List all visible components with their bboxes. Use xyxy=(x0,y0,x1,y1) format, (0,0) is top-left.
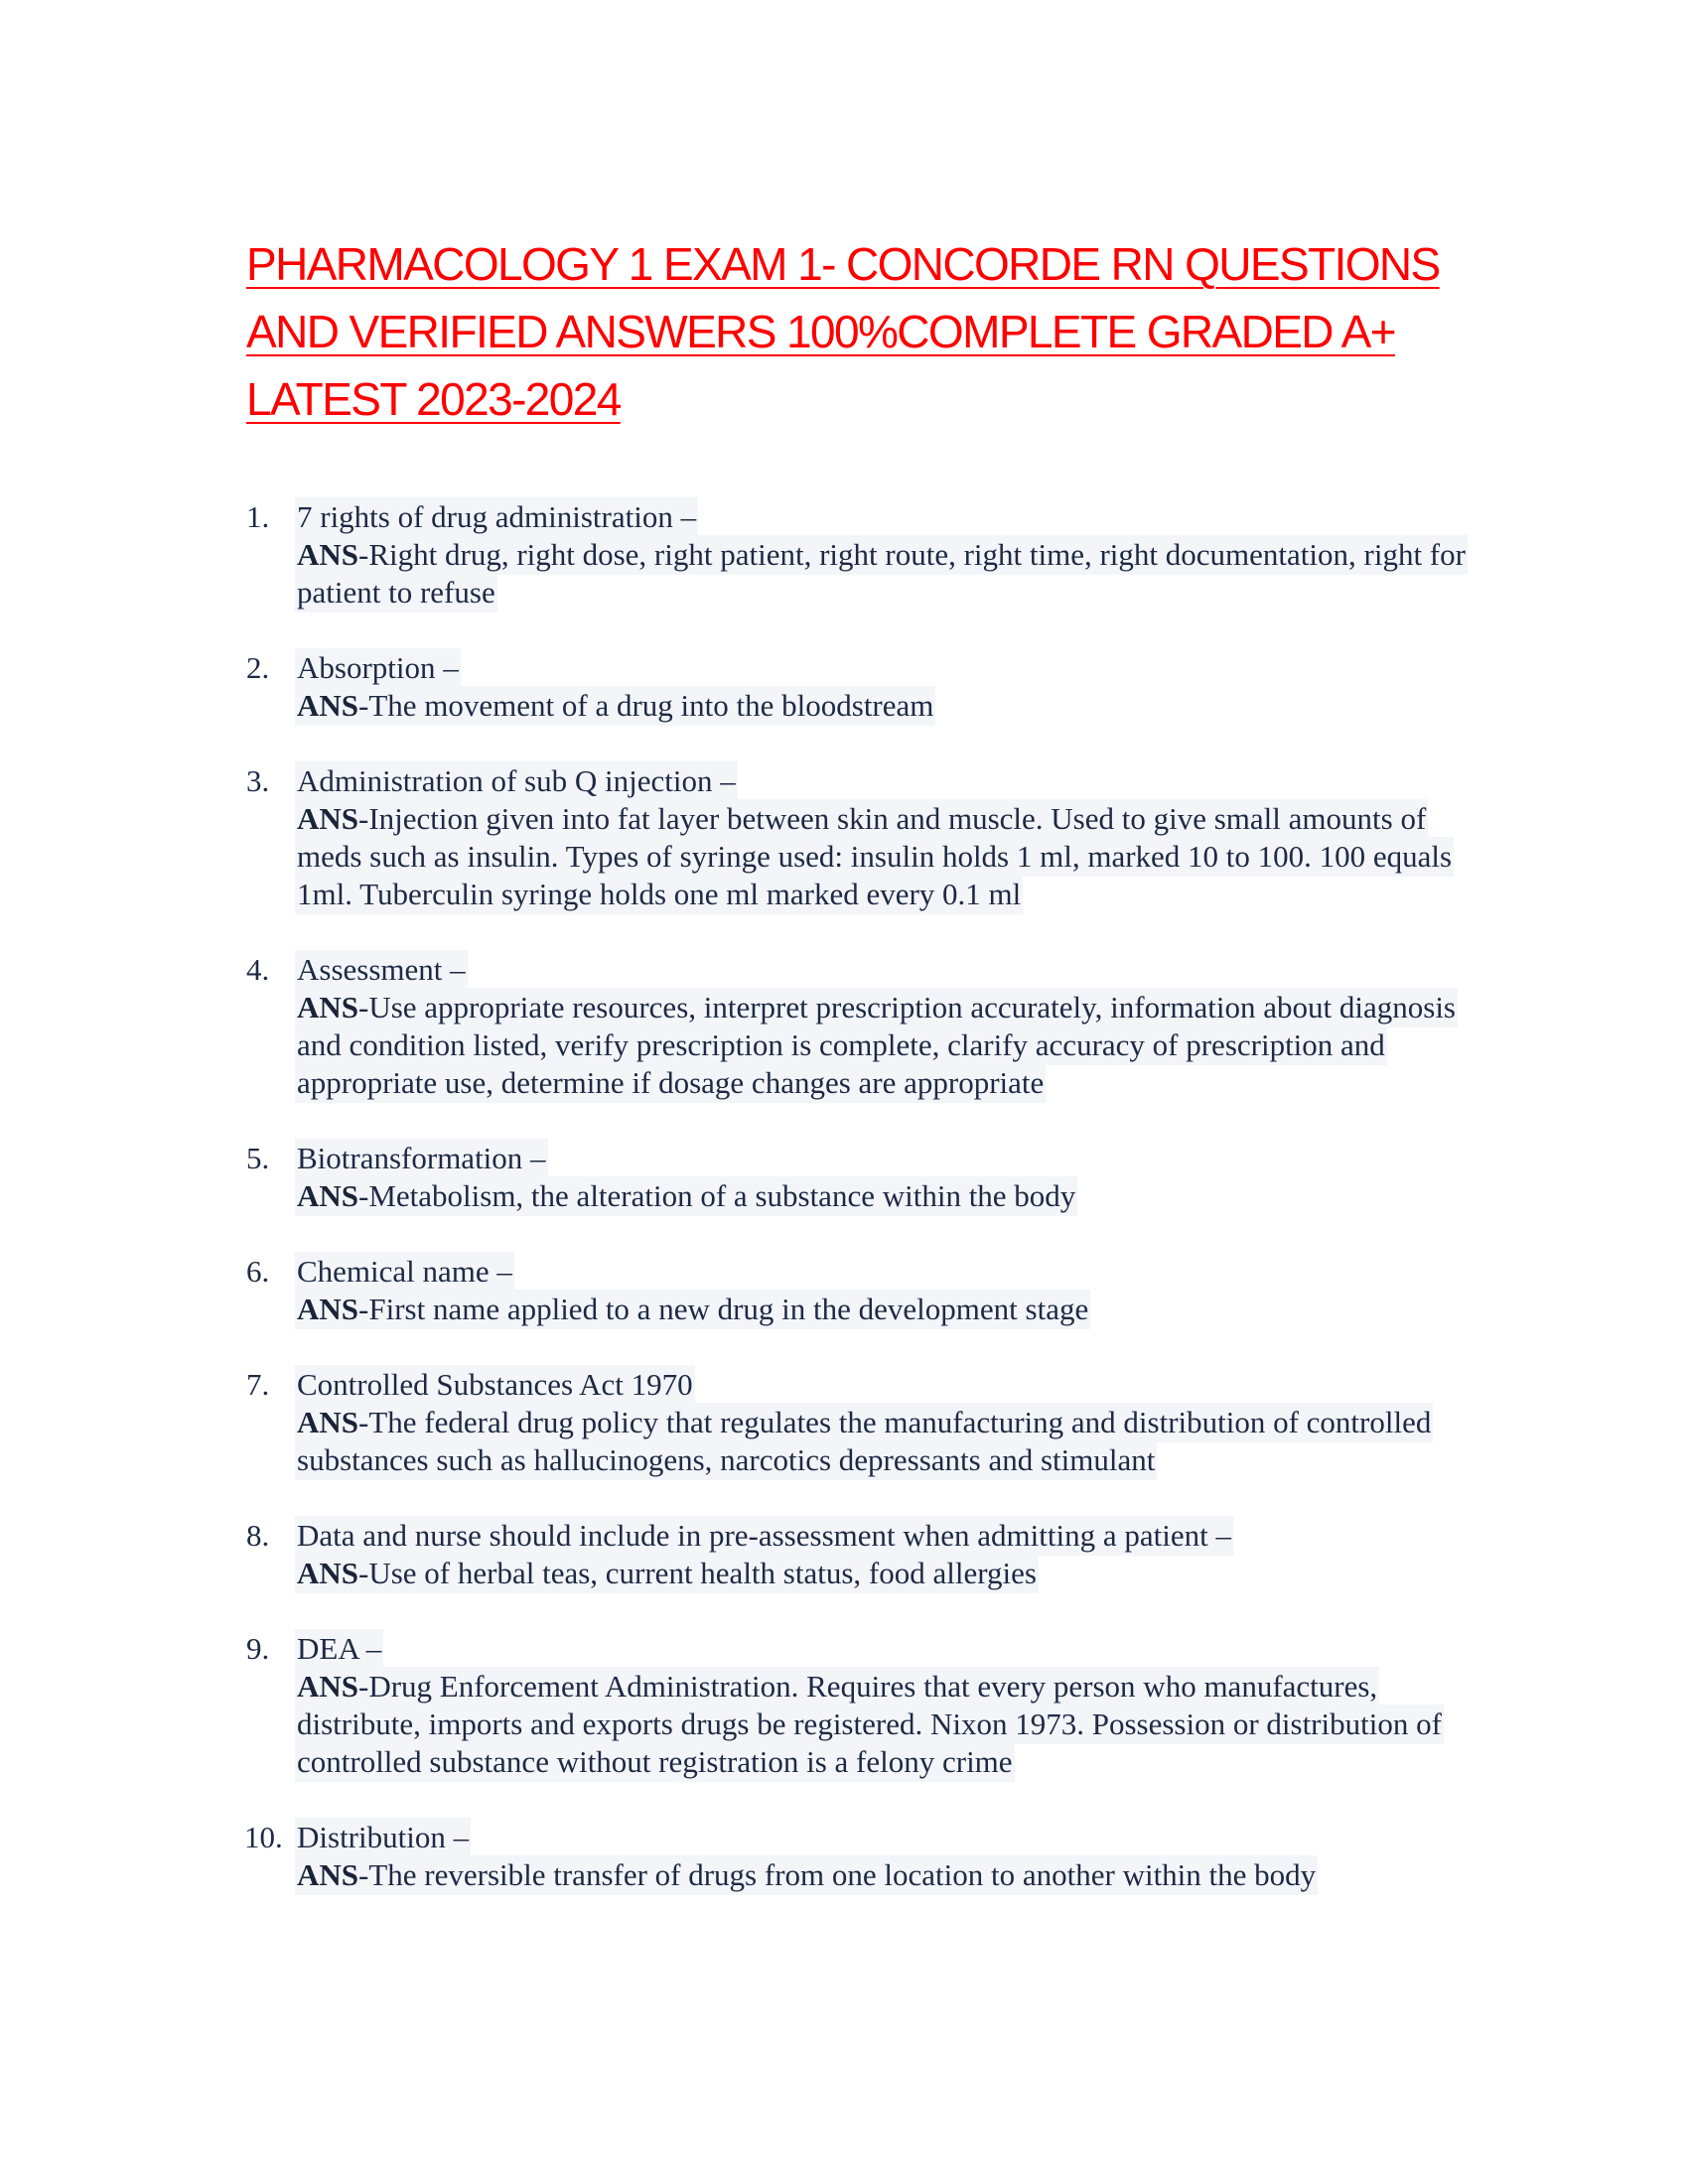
question-text: Absorption – xyxy=(295,649,1497,687)
answer-text: ANS-Drug Enforcement Administration. Requires that every person who manufactures, distribute, imports and exports drugs be registered. Nixon 1973. Possession or distribution of controlled substance without registration is a felony crime xyxy=(295,1668,1497,1781)
question-text: Assessment – xyxy=(295,951,1497,989)
document-title: PHARMACOLOGY 1 EXAM 1- CONCORDE RN QUESTIONS AND VERIFIED ANSWERS 100%COMPLETE GRADED A+ LATEST 2023-2024 xyxy=(246,238,1440,425)
ans-label: ANS xyxy=(297,990,359,1024)
item-number: 10. xyxy=(244,1820,283,1854)
question-text: 7 rights of drug administration – xyxy=(295,498,1497,536)
answer-text: ANS-The reversible transfer of drugs from one location to another within the body xyxy=(295,1856,1497,1894)
question-text: Chemical name – xyxy=(295,1253,1497,1291)
qa-item-6 xyxy=(246,1253,1497,1328)
qa-item-7 xyxy=(246,1366,1497,1479)
answer-text: ANS-The federal drug policy that regulates the manufacturing and distribution of controlled substances such as hallucinogens, narcotics depressants and stimulant xyxy=(295,1404,1497,1479)
qa-item-9 xyxy=(246,1630,1497,1781)
question-text: Administration of sub Q injection – xyxy=(295,762,1497,800)
answer-text: ANS-Right drug, right dose, right patient, right route, right time, right documentation, right for patient to refuse xyxy=(295,536,1497,612)
question-text: Controlled Substances Act 1970 xyxy=(295,1366,1497,1404)
answer-text: ANS-The movement of a drug into the bloodstream xyxy=(295,687,1497,725)
ans-label: ANS xyxy=(297,1292,359,1326)
item-number: 8. xyxy=(246,1518,270,1553)
qa-item-8 xyxy=(246,1517,1497,1592)
answer-text: ANS-Use of herbal teas, current health status, food allergies xyxy=(295,1555,1497,1592)
ans-label: ANS xyxy=(297,537,359,572)
answer-text: ANS-First name applied to a new drug in the development stage xyxy=(295,1291,1497,1328)
answer-text: ANS-Metabolism, the alteration of a substance within the body xyxy=(295,1177,1497,1215)
question-text: Data and nurse should include in pre-assessment when admitting a patient – xyxy=(295,1517,1497,1555)
ans-label: ANS xyxy=(297,1669,359,1704)
ans-label: ANS xyxy=(297,688,359,723)
ans-label: ANS xyxy=(297,1405,359,1439)
item-number: 9. xyxy=(246,1631,270,1666)
qa-item-4 xyxy=(246,951,1497,1102)
qa-item-10 xyxy=(246,1819,1497,1894)
ans-label: ANS xyxy=(297,801,359,836)
qa-item-5 xyxy=(246,1140,1497,1215)
item-number: 1. xyxy=(246,499,270,534)
item-number: 5. xyxy=(246,1141,270,1175)
item-number: 7. xyxy=(246,1367,270,1402)
answer-text: ANS-Injection given into fat layer between skin and muscle. Used to give small amounts of meds such as insulin. Types of syringe used: insulin holds 1 ml, marked 10 to 100. 100 equals 1ml. Tuberculin syringe holds one ml marked every 0.1 ml xyxy=(295,800,1497,913)
question-text: Distribution – xyxy=(295,1819,1497,1856)
item-number: 6. xyxy=(246,1254,270,1289)
ans-label: ANS xyxy=(297,1178,359,1213)
answer-text: ANS-Use appropriate resources, interpret prescription accurately, information about diagnosis and condition listed, verify prescription is complete, clarify accuracy of prescription and appropriate use, determine if dosage changes are appropriate xyxy=(295,989,1497,1102)
qa-item-2 xyxy=(246,649,1497,725)
question-text: DEA – xyxy=(295,1630,1497,1668)
ans-label: ANS xyxy=(297,1556,359,1590)
qa-item-3 xyxy=(246,762,1497,913)
item-number: 3. xyxy=(246,763,270,798)
question-answer-list xyxy=(246,498,1497,1932)
ans-label: ANS xyxy=(297,1857,359,1892)
item-number: 2. xyxy=(246,650,270,685)
item-number: 4. xyxy=(246,952,270,987)
question-text: Biotransformation – xyxy=(295,1140,1497,1177)
qa-item-1 xyxy=(246,498,1497,612)
